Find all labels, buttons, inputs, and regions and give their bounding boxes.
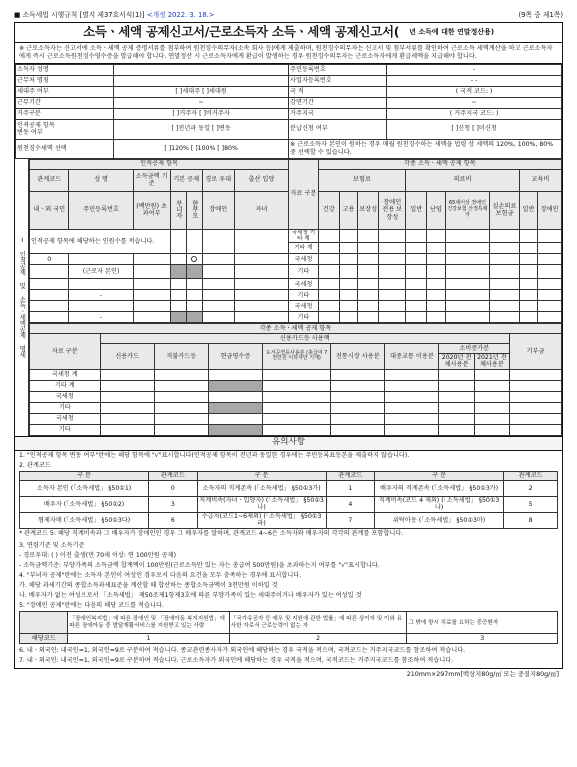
material-row: 국세청 xyxy=(289,279,319,290)
dis-desc: 그 밖에 항시 치료를 요하는 중증환자 xyxy=(407,612,558,634)
company-label: 근무처 명칭 xyxy=(16,75,114,86)
dis-code: 3 xyxy=(407,634,558,644)
rel-cell: 소득자 본인 (「소득세법」 §50①1) xyxy=(20,480,149,496)
card-row-label: 기타 계 xyxy=(30,380,101,391)
culture-header: 도서공연등사용분 (총급여 7천만원 이하자만 기재) xyxy=(262,344,330,369)
consumption-header: 소비증가분 xyxy=(439,344,510,354)
circle-mark-icon xyxy=(191,256,197,262)
note-4: 4. "부녀자 공제"란에는 소득자 본인이 여성인 경우로서 다음의 요건을 모두 충족하는 경우에 표시합니다. xyxy=(19,571,302,579)
disability-code-table xyxy=(19,611,558,644)
form-reference-text: 소득세법 시행규칙 [별지 제37호서식(1)] xyxy=(22,11,145,20)
dis-code: 1 xyxy=(68,634,229,644)
note-2: 2. 관계코드 xyxy=(19,461,51,469)
basic-deduction-header: 기본 공제 xyxy=(170,169,202,191)
withholding-options[interactable]: [ ]120% [ ]100% [ ]80% xyxy=(114,139,289,158)
card-sub-header: 신용카드등 사용액 xyxy=(100,334,509,344)
resident-country-label: 거주지국 xyxy=(288,108,386,119)
woman-count[interactable] xyxy=(170,229,186,254)
submission-notice: ※ 근로소득자는 신고서에 소득ㆍ세액 공제 증명서류를 첨부하여 원천징수의무자(소속 회사 등)에게 제출하며, 원천징수의무자는 신고서 및 첨부서류를 확인하여 근로소득 세액계산을 하고 근로소득자에게 즉시 근로소득원천징수영수증을 발급해야 합니다. 연말정산 시 근로소득자에게 환급이 발생하는 경우 원천징수의무자는 근로소득자에게 환급세액을 지급해야 합니다. xyxy=(15,43,562,64)
income-criteria-header: 소득금액 기준 xyxy=(133,169,170,191)
single-parent-header: 한부모 xyxy=(190,199,199,218)
market-header: 전통시장 사용분 xyxy=(331,344,385,369)
edu-general-header: 일반 xyxy=(519,191,538,229)
elderly-header: 경로 우대 xyxy=(202,169,234,191)
disabled-count[interactable] xyxy=(202,229,234,254)
debit-card-header: 직불카드등 xyxy=(154,344,208,369)
medical-elderly-header: 65세이상 장애인 건강보험 산정특례자 xyxy=(445,191,489,229)
revision-link[interactable]: <개정 2022. 3. 18.> xyxy=(146,11,215,20)
rel-header: 관계코드 xyxy=(149,471,197,480)
deduction-section xyxy=(15,159,562,436)
note-6: 6. 내ㆍ외국인: 내국인=1, 외국인=9로 구분하여 적습니다. 종교관련종사자가 외국인에 해당하는 경우 국적을 적으며, 국적코드는 거주지국코드를 참조하여 적습니다. xyxy=(19,647,466,655)
insurance-header: 보험료 xyxy=(318,169,406,191)
each-deduction-title: 각종 소득ㆍ세액 공제 항목 xyxy=(318,159,561,169)
householder-options[interactable]: [ ]세대주 [ ]세대원 xyxy=(114,86,289,97)
rel-code: 0 xyxy=(149,480,197,496)
medical-header: 의료비 xyxy=(406,169,519,191)
work-period-field[interactable]: ~ xyxy=(114,97,289,108)
credit-card-header: 신용카드 xyxy=(100,344,154,369)
rel-cell: 형제자매 (「소득세법」 §50①3다) xyxy=(20,512,149,528)
income-over-header: (백만원) 초과여부 xyxy=(133,191,170,229)
rel-code: 4 xyxy=(326,496,374,512)
rel-cell: 위탁아동 (「소득세법」 §50①3마) xyxy=(375,512,504,528)
material-row: 기타 xyxy=(289,265,319,279)
square-bullet-icon: ■ xyxy=(14,11,21,20)
relation-note: * 관계코드 5: 해당 직계비속과 그 배우자가 장애인인 경우 그 배우자를 말하며, 관계코드 4~6은 소득자와 배우자의 각각의 관계를 포함합니다. xyxy=(19,529,404,537)
rel-cell: 배우자의 직계존속 (「소득세법」 §50①3가) xyxy=(375,480,504,496)
medical-insurance-header: 실손의료 보험금 xyxy=(490,191,520,229)
insurance-protection-header: 보장성 xyxy=(358,191,379,229)
paper-spec: 210mm×297mm[백상지80g/㎡ 또는 중질지80g/㎡] xyxy=(406,671,559,679)
rel-code: 7 xyxy=(326,512,374,528)
personal-count-note: 인적공제 항목에 해당하는 인원수를 적습니다. xyxy=(30,229,171,254)
note-4a: 가. 해당 과세기간의 종합소득과세표준을 계산할 때 합산하는 종합소득금액이 3천만원 이하일 것 xyxy=(19,582,278,590)
card-row-label: 국세청 xyxy=(30,413,101,424)
child-count[interactable] xyxy=(234,229,288,254)
rrn-dash: - xyxy=(69,312,133,323)
card-row-label: 국세청 xyxy=(30,391,101,402)
withholding-label: 원천징수세액 선택 xyxy=(16,139,114,158)
self-label: (근로자 본인) xyxy=(69,265,133,279)
basic-info-table xyxy=(15,64,562,159)
medical-general-header: 일반 xyxy=(406,191,427,229)
reduction-period-label: 감면기간 xyxy=(288,97,386,108)
card-row-label: 기타 xyxy=(30,402,101,413)
card-row-label: 국세청 계 xyxy=(30,369,101,380)
rel-code: 3 xyxy=(149,496,197,512)
material-row: 국세청 xyxy=(289,301,319,312)
personal-deduction-table xyxy=(29,159,562,324)
cash-receipt-header: 현금영수증 xyxy=(208,344,262,369)
form-body xyxy=(14,22,563,669)
card-title: 각종 소득ㆍ세액 공제 항목 xyxy=(30,324,562,334)
resident-type-label: 거주구분 xyxy=(16,108,114,119)
deduction-change-label: 인적공제 항목 변동 여부 xyxy=(16,119,114,139)
note-3a: - 경로우대: ( ) 이전 출생(만 70세 이상: 연 100만원 공제) xyxy=(19,551,177,559)
rel-code: 1 xyxy=(326,480,374,496)
rel-code: 5 xyxy=(504,496,558,512)
note-7: 7. 내ㆍ외국인: 내국인=1, 외국인=9로 구분하여 적습니다. 근로소득자가 외국인에 해당하는 경우 국적을 적으며, 국적코드는 거주지국코드를 참조하여 적습니다. xyxy=(19,657,454,665)
reduction-period-field[interactable]: ~ xyxy=(387,97,562,108)
material-row: 국세청 기타 계 xyxy=(289,229,319,243)
note-3b: - 소득금액기준: 부양가족의 소득금액 합계액이 100만원(근로소득만 있는 자는 총급여 500만원)을 초과하는지 여부를 "√"표시합니다. xyxy=(19,561,380,569)
dis-desc: 「국가유공자 등 예우 및 지원에 관한 법률」에 따른 상이자 및 이와 유사한 자로서 근로능력이 없는 자 xyxy=(229,612,407,634)
deduction-change-options[interactable]: [ ]전년과 동일 [ ]변동 xyxy=(114,119,289,139)
biz-no-label: 사업자등록번호 xyxy=(288,75,386,86)
note-3: 3. 연령기준 및 소득기준 xyxy=(19,541,85,549)
name-field[interactable] xyxy=(114,64,289,75)
dis-desc: 「장애인복지법」에 따른 장애인 및 「장애아동 복지지원법」에 따른 장애아동 중 발달재활서비스를 지원받고 있는 사람 xyxy=(68,612,229,634)
child-header: 자녀 xyxy=(234,191,288,229)
relation-code-header: 관계코드 xyxy=(30,169,69,191)
rel-header: 관계코드 xyxy=(504,471,558,480)
rel-cell: 수급자(코드1~6제외) (「소득세법」 §50①3라) xyxy=(197,512,326,528)
rel-header: 관계코드 xyxy=(326,471,374,480)
work-period-label: 근무기간 xyxy=(16,97,114,108)
resident-no-label: 주민등록번호 xyxy=(288,64,386,75)
transit-header: 대중교통 이용분 xyxy=(385,344,439,369)
page-count: (9쪽 중 제1쪽) xyxy=(518,11,563,20)
installment-label: 분납신청 여부 xyxy=(288,119,386,139)
rel-cell: 배우자 (「소득세법」 §50①2) xyxy=(20,496,149,512)
donation-header: 기부금 xyxy=(510,334,562,369)
material-row: 기타 xyxy=(289,290,319,301)
note-1: 1. "인적공제 항목 변동 여부"란에는 해당 항목에 "√"표시합니다(인적공제 항목이 전년과 동일한 경우에는 주민등록표등본을 제출하지 않습니다). xyxy=(19,451,410,459)
material-row: 국세청 xyxy=(289,254,319,265)
personal-group-title: 인적공제 항목 xyxy=(30,159,289,169)
insurance-employment-header: 고용 xyxy=(339,191,358,229)
deduction-tables xyxy=(29,159,562,436)
biz-no-field[interactable]: - - xyxy=(387,75,562,86)
material-row-other: 기타 계 xyxy=(289,243,319,254)
withholding-note: ※ 근로소득자 본인이 원하는 경우 매월 원천징수하는 세액을 법령 상 세액의 120%, 100%, 80% 중 선택할 수 있습니다. xyxy=(288,139,561,158)
dis-code: 2 xyxy=(229,634,407,644)
relation-code-table xyxy=(19,471,558,529)
year2020-header: 2020년 전체사용분 xyxy=(439,354,474,369)
form-reference xyxy=(14,12,215,20)
insurance-disabled-header: 장애인 전용 보장성 xyxy=(379,191,406,229)
form-title-suffix: 년 소득에 대한 연말정산용) xyxy=(409,28,495,37)
note-4b: 나. 배우자가 없는 여성으로서 「소득세법」 제50조제1항제3호에 따른 부양가족이 있는 세대주이거나 배우자가 있는 여성일 것 xyxy=(19,592,362,600)
rel-header: 구 분 xyxy=(375,471,504,480)
medical-infertility-header: 난임 xyxy=(427,191,446,229)
woman-header: 부녀자 xyxy=(174,199,183,218)
company-field[interactable] xyxy=(114,75,289,86)
nationality-label: 국 적 xyxy=(288,86,386,97)
single-count[interactable] xyxy=(186,229,202,254)
nationality-field[interactable]: ( 국적 코드: ) xyxy=(387,86,562,97)
rel-code: 2 xyxy=(504,480,558,496)
rel-code: 6 xyxy=(149,512,197,528)
material-row: 기타 xyxy=(289,312,319,323)
note-5: 5. "장애인 공제"란에는 다음의 해당 코드를 적습니다. xyxy=(19,602,164,610)
form-header xyxy=(14,10,563,22)
rel-header: 구 분 xyxy=(20,471,149,480)
form-title: 소득ㆍ세액 공제신고서/근로소득자 소득ㆍ세액 공제신고서( xyxy=(82,24,400,40)
notes-title: 유의사항 xyxy=(15,436,562,451)
card-row-label: 기타 xyxy=(30,424,101,435)
resident-no-field[interactable]: - xyxy=(387,64,562,75)
resident-country-field[interactable]: ( 거주지국 코드: ) xyxy=(387,108,562,119)
rel-header: 구 분 xyxy=(197,471,326,480)
self-relation-code: 0 xyxy=(30,254,69,265)
side-label-text: Ⅰ 인적공제 및 소득ㆍ세액공제 명세 xyxy=(18,236,27,358)
resident-type-options[interactable]: [ ]거주자 [ ]비거주자 xyxy=(114,108,289,119)
installment-options[interactable]: [ ]신청 [ ]미신청 xyxy=(387,119,562,139)
education-header: 교육비 xyxy=(519,169,561,191)
edu-disabled-header: 장애인 xyxy=(538,191,562,229)
year2021-header: 2021년 전체사용분 xyxy=(474,354,509,369)
card-material-header: 자료 구분 xyxy=(30,334,101,369)
householder-label: 세대주 여부 xyxy=(16,86,114,97)
title-bar xyxy=(15,23,562,43)
name-label: 소득자 성명 xyxy=(16,64,114,75)
rrn-header: 주민등록번호 xyxy=(69,191,133,229)
birth-adoption-header: 출산 입양 xyxy=(234,169,288,191)
rel-cell: 직계비속(자녀ㆍ입양자) (「소득세법」 §50①3나) xyxy=(197,496,326,512)
card-usage-table xyxy=(29,323,562,435)
dis-code-label: 해당코드 xyxy=(20,634,68,644)
insurance-health-header: 건강 xyxy=(318,191,339,229)
rrn-dash: - xyxy=(69,290,133,301)
section-side-label xyxy=(15,159,29,436)
rel-cell: 소득자의 직계존속 (「소득세법」 §50①3가) xyxy=(197,480,326,496)
name-header: 성 명 xyxy=(69,169,133,191)
foreign-header: 내ㆍ외 국인 xyxy=(30,191,69,229)
material-column-header: 자료 구분 xyxy=(289,159,319,229)
rel-code: 8 xyxy=(504,512,558,528)
disabled-header: 장애인 xyxy=(202,191,234,229)
rel-cell: 직계비속(코드 4 제외) (「소득세법」 §50①3나) xyxy=(375,496,504,512)
